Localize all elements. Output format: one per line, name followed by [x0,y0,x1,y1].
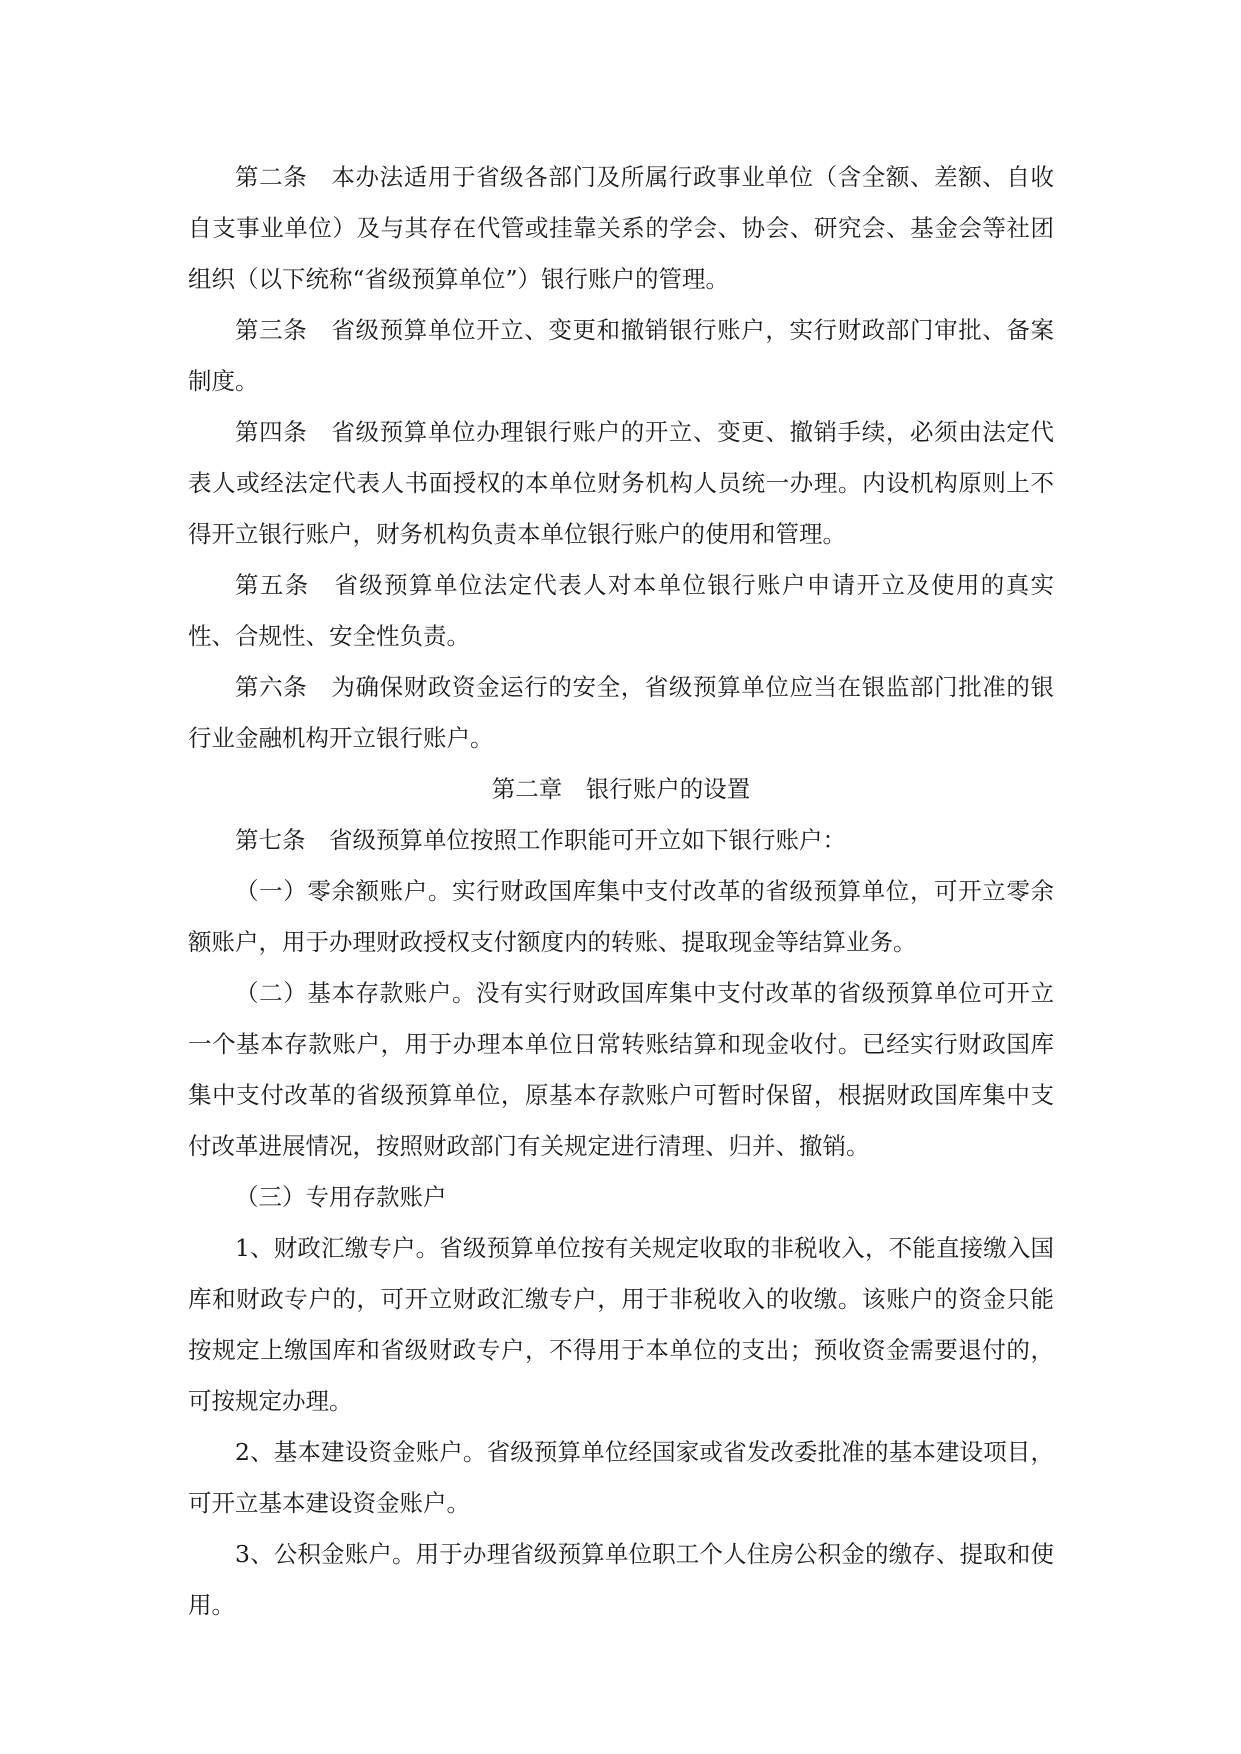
item-text: （一）零余额账户。实行财政国库集中支付改革的省级预算单位，可开立零余额账户，用于办理财政授权支付额度内的转账、提取现金等结算业务。 [188,877,1054,956]
article-text: 本办法适用于省级各部门及所属行政事业单位（含全额、差额、自收自支事业单位）及与其存在代管或挂靠关系的学会、协会、研究会、基金会等社团组织（以下统称“省级预算单位”）银行账户的管理。 [188,163,1055,293]
article-number: 第二条 [235,163,308,191]
chapter-number: 第二章 [491,775,563,803]
item-text: （二）基本存款账户。没有实行财政国库集中支付改革的省级预算单位可开立一个基本存款账户，用于办理本单位日常转账结算和现金收付。已经实行财政国库集中支付改革的省级预算单位，原基本存款账户可暂时保留，根据财政国库集中支付改革进展情况，按照财政部门有关规定进行清理、归并、撤销。 [188,979,1054,1160]
article-2 [188,152,1054,305]
article-number: 第五条 [235,571,310,599]
article-text: 省级预算单位法定代表人对本单位银行账户申请开立及使用的真实性、合规性、安全性负责。 [188,571,1054,650]
article-6 [188,662,1054,764]
article-7 [188,815,1054,866]
subitem-text: 3、公积金账户。用于办理省级预算单位职工个人住房公积金的缴存、提取和使用。 [188,1540,1054,1619]
item-special-deposit-account [188,1172,1054,1223]
item-zero-balance-account [188,866,1054,968]
chapter-title: 银行账户的设置 [585,775,751,803]
subitem-text: 2、基本建设资金账户。省级预算单位经国家或省发改委批准的基本建设项目，可开立基本建设资金账户。 [188,1438,1054,1517]
article-text: 为确保财政资金运行的安全，省级预算单位应当在银监部门批准的银行业金融机构开立银行账户。 [188,673,1055,752]
subitem-capital-construction [188,1427,1054,1529]
item-text: （三）专用存款账户 [235,1183,447,1211]
subitem-housing-fund [188,1529,1054,1631]
article-number: 第三条 [235,316,308,344]
article-text: 省级预算单位按照工作职能可开立如下银行账户： [329,826,846,854]
article-number: 第四条 [235,418,308,446]
article-4 [188,407,1054,560]
article-number: 第六条 [235,673,308,701]
article-5 [188,560,1054,662]
item-basic-deposit-account [188,968,1054,1172]
subitem-fiscal-collection [188,1223,1054,1427]
subitem-text: 1、财政汇缴专户。省级预算单位按有关规定收取的非税收入，不能直接缴入国库和财政专户的，可开立财政汇缴专户，用于非税收入的收缴。该账户的资金只能按规定上缴国库和省级财政专户，不得用于本单位的支出；预收资金需要退付的，可按规定办理。 [188,1234,1054,1415]
document-body [188,152,1054,1631]
article-3 [188,305,1054,407]
article-text: 省级预算单位办理银行账户的开立、变更、撤销手续，必须由法定代表人或经法定代表人书面授权的本单位财务机构人员统一办理。内设机构原则上不得开立银行账户，财务机构负责本单位银行账户的使用和管理。 [188,418,1055,548]
chapter-heading [188,764,1054,815]
article-number: 第七条 [235,826,306,854]
article-text: 省级预算单位开立、变更和撤销银行账户，实行财政部门审批、备案制度。 [188,316,1055,395]
